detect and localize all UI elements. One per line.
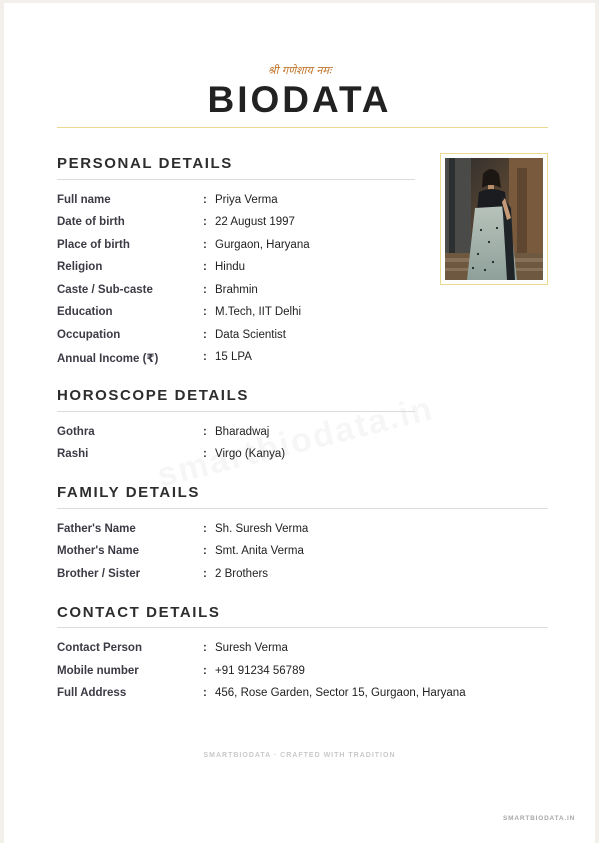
section-title-personal: PERSONAL DETAILS	[57, 155, 233, 172]
detail-value: Sh. Suresh Verma	[215, 523, 309, 535]
detail-value: 456, Rose Garden, Sector 15, Gurgaon, Haryana	[215, 687, 466, 699]
section-title-horoscope: HOROSCOPE DETAILS	[57, 387, 249, 404]
detail-colon: :	[203, 426, 207, 438]
page-title: BIODATA	[207, 79, 392, 120]
detail-colon: :	[203, 216, 207, 228]
detail-value: Data Scientist	[215, 329, 286, 341]
detail-colon: :	[203, 568, 207, 580]
detail-label: Mobile number	[57, 665, 139, 677]
detail-label: Full Address	[57, 687, 127, 699]
detail-value: Bharadwaj	[215, 426, 270, 438]
profile-photo-image	[445, 158, 543, 280]
section-divider-horoscope	[57, 411, 415, 412]
detail-label: Father's Name	[57, 523, 136, 535]
detail-label: Rashi	[57, 448, 89, 460]
profile-photo-frame	[440, 153, 548, 285]
detail-label: Date of birth	[57, 216, 125, 228]
watermark	[153, 389, 437, 495]
detail-value: Suresh Verma	[215, 642, 288, 654]
detail-label: Contact Person	[57, 642, 142, 654]
section-divider-contact	[57, 627, 548, 628]
detail-colon: :	[203, 239, 207, 251]
detail-colon: :	[203, 261, 207, 273]
detail-colon: :	[203, 448, 207, 460]
detail-label: Brother / Sister	[57, 568, 141, 580]
detail-label: Caste / Sub-caste	[57, 284, 153, 296]
detail-colon: :	[203, 523, 207, 535]
detail-colon: :	[203, 306, 207, 318]
detail-value: 15 LPA	[215, 351, 252, 363]
detail-label: Full name	[57, 194, 111, 206]
detail-colon: :	[203, 687, 207, 699]
detail-colon: :	[203, 284, 207, 296]
section-title-family: FAMILY DETAILS	[57, 484, 200, 501]
footer-tagline: SMARTBIODATA · CRAFTED WITH TRADITION	[203, 752, 396, 759]
detail-label: Education	[57, 306, 113, 318]
detail-value: Brahmin	[215, 284, 258, 296]
detail-label: Occupation	[57, 329, 121, 341]
detail-colon: :	[203, 545, 207, 557]
detail-value: Priya Verma	[215, 194, 278, 206]
detail-label: Mother's Name	[57, 545, 139, 557]
detail-colon: :	[203, 642, 207, 654]
detail-value: Virgo (Kanya)	[215, 448, 286, 460]
section-divider-personal	[57, 179, 415, 180]
detail-value: Hindu	[215, 261, 246, 273]
detail-value: 2 Brothers	[215, 568, 269, 580]
title-divider	[57, 127, 548, 128]
mantra: श्री गणेशाय नमः	[267, 64, 332, 77]
detail-colon: :	[203, 665, 207, 677]
section-title-contact: CONTACT DETAILS	[57, 604, 221, 621]
detail-value: Gurgaon, Haryana	[215, 239, 310, 251]
detail-value: +91 91234 56789	[215, 665, 305, 677]
section-divider-family	[57, 508, 548, 509]
detail-label: Place of birth	[57, 239, 130, 251]
detail-value: Smt. Anita Verma	[215, 545, 304, 557]
detail-label: Religion	[57, 261, 103, 273]
detail-value: M.Tech, IIT Delhi	[215, 306, 302, 318]
detail-value: 22 August 1997	[215, 216, 295, 228]
profile-photo	[445, 158, 543, 280]
detail-label: Annual Income (₹)	[57, 353, 159, 365]
footer-site: SMARTBIODATA.IN	[503, 815, 576, 822]
detail-colon: :	[203, 194, 207, 206]
detail-colon: :	[203, 329, 207, 341]
detail-label: Gothra	[57, 426, 95, 438]
biodata-sheet	[4, 3, 595, 843]
detail-colon: :	[203, 351, 207, 363]
